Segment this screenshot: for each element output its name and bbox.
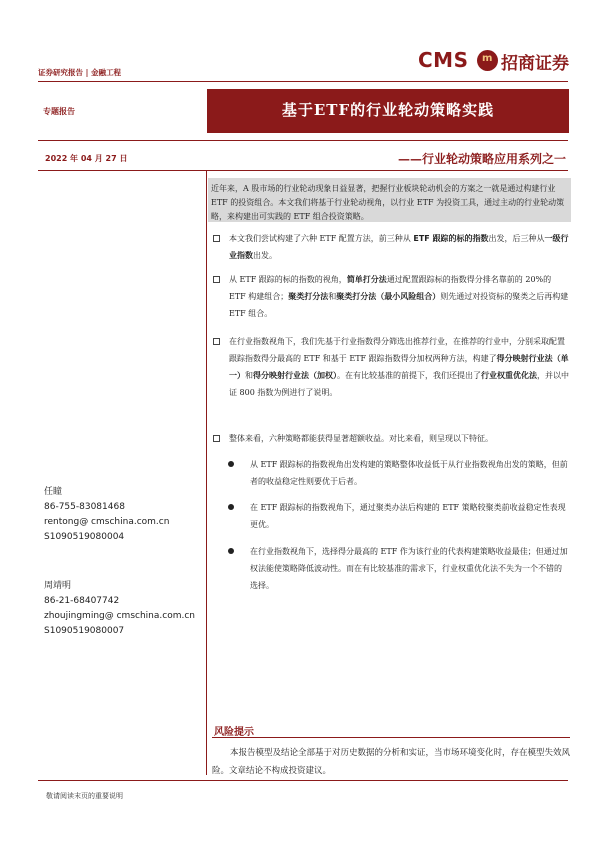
text-run: 出发，后三种从: [488, 234, 545, 243]
text-run: 本文我们尝试构建了六种 ETF 配置方法，前三种从: [229, 234, 414, 243]
footer-divider: [38, 780, 568, 781]
bold-term: 行业权重优化法: [481, 371, 537, 380]
sub-bullet-text: 在 ETF 跟踪标的指数视角下，通过聚类办法后构建的 ETF 策略较聚类前收益稳定性表现更优。: [250, 503, 566, 529]
bullet-text: [229, 333, 569, 401]
sub-bullet-item: [228, 543, 569, 594]
bold-term: 聚类打分法（最小风险组合）: [336, 292, 441, 301]
bullet-item: [213, 271, 569, 322]
logo-chinese: 招商证券: [501, 54, 569, 74]
analyst-name: 任瞳: [44, 487, 63, 497]
text-run: 整体来看，六种策略都能获得显著超额收益。对比来看，则呈现以下特征。: [229, 434, 493, 443]
summary-box: [208, 178, 571, 222]
bullet-item: [213, 430, 569, 447]
analyst-cert: S1090519080004: [44, 532, 125, 542]
dot-bullet-icon: [228, 548, 234, 554]
page-title: 基于ETF的行业轮动策略实践: [281, 101, 495, 119]
analyst-name: 周靖明: [44, 581, 72, 591]
bold-term: ETF 跟踪的标的指数: [413, 234, 489, 243]
bullet-text: [229, 430, 569, 447]
analyst-phone: 86-755-83081468: [44, 502, 125, 512]
logo-badge-icon: m: [477, 50, 498, 71]
header-divider: [38, 81, 568, 82]
page-subtitle: ——行业轮动策略应用系列之一: [397, 152, 566, 166]
analyst-phone: 86-21-68407742: [44, 596, 120, 606]
sub-bullet-text: 在行业指数视角下，选择得分最高的 ETF 作为该行业的代表构建策略收益最佳；但通过加权法能使策略降低波动性。而在有比较基准的需求下，行业权重优化法不失为一个不错的选择。: [250, 547, 568, 590]
dot-bullet-icon: [228, 461, 234, 467]
bold-term: 得分映射行业法（单一）: [229, 354, 569, 380]
risk-title: 风险提示: [214, 727, 254, 738]
logo-latin: CMS: [418, 48, 469, 72]
sub-bullet-text: 从 ETF 跟踪标的指数视角出发构建的策略整体收益低于从行业指数视角出发的策略，但前者的收益稳定性则要优于后者。: [250, 460, 568, 486]
analyst-block: [44, 579, 195, 639]
checkbox-bullet-icon: [213, 338, 220, 345]
text-run: 通过配置跟踪标的指数得分排名靠前的 20%的 ETF 构建组合；: [229, 275, 552, 301]
text-run: 从 ETF 跟踪的标的指数的视角，: [229, 275, 347, 284]
checkbox-bullet-icon: [213, 276, 220, 283]
analyst-cert: S1090519080007: [44, 626, 125, 636]
analyst-email[interactable]: zhoujingming@ cmschina.com.cn: [44, 611, 195, 621]
report-date: 2022 年 04 月 27 日: [45, 154, 128, 163]
text-run: 。在有比较基准的前提下，我们还提出了: [337, 371, 481, 380]
footer-note: 敬请阅读末页的重要说明: [46, 792, 123, 800]
checkbox-bullet-icon: [213, 435, 220, 442]
text-run: 则先通过对投资标的聚类之后再构建 ETF 组合。: [229, 292, 569, 318]
bold-term: 得分映射行业法（加权）: [253, 371, 337, 380]
title-divider: [38, 140, 568, 141]
text-run: ，并以中证 800 指数为例进行了说明。: [229, 371, 569, 397]
subtitle-divider: [38, 170, 568, 171]
sub-bullet-item: [228, 499, 569, 533]
bold-term: 聚类打分法: [288, 292, 329, 301]
dot-bullet-icon: [228, 504, 234, 510]
report-type: 专题报告: [43, 107, 75, 116]
analyst-block: [44, 485, 169, 545]
bullet-text: [229, 271, 569, 322]
bullet-item: [213, 230, 569, 264]
sub-bullet-item: [228, 456, 569, 490]
text-run: 和: [328, 292, 337, 301]
bold-term: 一级行业指数: [229, 234, 569, 260]
column-divider: [206, 170, 207, 775]
bold-term: 简单打分法: [346, 275, 387, 284]
text-run: 和: [245, 371, 253, 380]
report-category: 证券研究报告 | 金融工程: [38, 68, 121, 77]
text-run: 在行业指数视角下，我们先基于行业指数得分筛选出推荐行业，在推荐的行业中，分别采取配置跟踪指数得分最高的 ETF 和基于 ETF 跟踪指数得分加权两种方法，构建了: [229, 337, 565, 363]
bullet-text: [229, 230, 569, 264]
checkbox-bullet-icon: [213, 235, 220, 242]
risk-text: 本报告模型及结论全部基于对历史数据的分析和实证，当市场环境变化时，存在模型失效风险。文章结论不构成投资建议。: [212, 748, 571, 776]
summary-text: 近年来，A 股市场的行业轮动现象日益显著，把握行业板块轮动机会的方案之一就是通过构建行业 ETF 的投资组合。本文我们将基于行业轮动视角，以行业 ETF 为投资工具，通过主动的行业轮动策略，来构建出可实践的 ETF 组合投资策略。: [211, 184, 565, 221]
bullet-item: [213, 333, 569, 401]
risk-divider: [212, 737, 570, 738]
analyst-email[interactable]: rentong@ cmschina.com.cn: [44, 517, 170, 527]
text-run: 出发。: [253, 251, 277, 260]
